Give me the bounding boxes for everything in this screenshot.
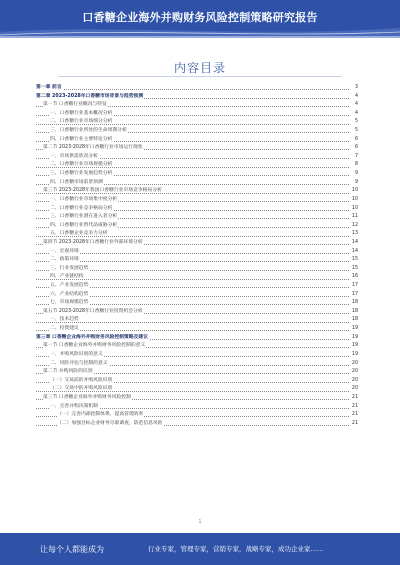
toc-entry-label: 第一节 口香糖行业概况与特征 [43, 102, 107, 108]
toc-entry-label: 第四节 2023-2028年口香糖行业外部环境分析 [43, 239, 143, 245]
page-number: 1 [198, 519, 202, 525]
toc-entry[interactable] [36, 308, 358, 317]
toc-entry-label: 七、市场规模趋势 [50, 300, 89, 306]
toc-entry[interactable] [36, 144, 358, 153]
toc-entry[interactable] [36, 368, 358, 377]
toc-entry-label: 第二节 并购风险的识别 [43, 369, 93, 375]
toc-entry-label: 四、口香糖行业主要特征分析 [50, 136, 113, 142]
toc-leader-dots [36, 330, 349, 331]
toc-entry-page: 20 [351, 377, 358, 386]
toc-entry-page: 19 [351, 334, 358, 343]
toc-entry-page: 6 [354, 136, 358, 145]
toc-entry[interactable] [36, 385, 358, 394]
toc-entry-label: 第三节 口香糖企业海外并购财务风险控制 [43, 394, 131, 400]
toc-entry-page: 20 [351, 360, 358, 369]
toc-entry-label: 第三章 口香糖企业海外并购财务风险控制策略及建议 [36, 334, 149, 340]
toc-entry-page: 10 [351, 196, 358, 205]
toc-entry-page: 17 [351, 282, 358, 291]
toc-entry-label: 一、技术趋势 [50, 317, 79, 323]
toc-entry-label: 第一节 口香糖企业海外并购财务风险控制的意义 [43, 343, 146, 349]
toc-leader-dots [36, 253, 349, 254]
toc-entry[interactable] [36, 179, 358, 188]
toc-entry-label: 一、市场供需状况分析 [50, 153, 98, 159]
toc-entry[interactable] [36, 205, 358, 214]
toc-entry[interactable] [36, 196, 358, 205]
toc-entry[interactable] [36, 377, 358, 386]
toc-entry-page: 21 [351, 411, 358, 420]
toc-entry-label: 二、口香糖行业市场规模分析 [50, 162, 113, 168]
toc-entry[interactable] [36, 136, 358, 145]
toc-entry-page: 4 [354, 101, 358, 110]
toc-entry[interactable] [36, 213, 358, 222]
toc-entry-page: 10 [351, 187, 358, 196]
toc-entry-page: 18 [351, 308, 358, 317]
toc-entry-label: 第二节 2023-2028年口香糖行业市场运行现状 [43, 145, 143, 151]
toc-entry[interactable] [36, 316, 358, 325]
toc-entry[interactable] [36, 101, 358, 110]
toc-entry-page: 15 [351, 256, 358, 265]
toc-entry[interactable] [36, 84, 358, 93]
footer-subtitle: 行业专家，管理专家，营销专家，战略专家，成功企业家…… [148, 545, 324, 553]
toc-entry-page: 7 [354, 153, 358, 162]
toc-entry-label: 一、口香糖行业基本概况分析 [50, 110, 113, 116]
toc-entry[interactable] [36, 273, 358, 282]
toc-entry[interactable] [36, 282, 358, 291]
toc-entry-page: 17 [351, 291, 358, 300]
toc-entry[interactable] [36, 360, 358, 369]
toc-entry-page: 9 [354, 170, 358, 179]
toc-entry-page: 19 [351, 325, 358, 334]
toc-entry-page: 4 [354, 110, 358, 119]
toc-entry-page: 14 [351, 248, 358, 257]
toc-entry[interactable] [36, 93, 358, 102]
toc-entry-page: 20 [351, 368, 358, 377]
toc-entry-label: 五、口香糖企业竞争力分析 [50, 231, 108, 237]
toc-entry-page: 19 [351, 351, 358, 360]
toc-entry-label: 第一章 前言 [36, 85, 62, 90]
toc-entry-label: 一、宏观环境 [50, 248, 79, 254]
toc-entry-page: 12 [351, 222, 358, 231]
toc-entry-page: 18 [351, 316, 358, 325]
toc-entry[interactable] [36, 222, 358, 231]
toc-entry[interactable] [36, 248, 358, 257]
toc-entry[interactable] [36, 170, 358, 179]
toc-heading-divider [58, 76, 342, 77]
toc-entry-page: 5 [354, 118, 358, 127]
toc-leader-dots [36, 89, 349, 90]
toc-entry-label: 五、产业发展趋势 [50, 283, 89, 289]
toc-entry-page: 6 [354, 144, 358, 153]
toc-entry-label: （二）加强目标企业财务尽职调查，防范信息风险 [57, 420, 163, 426]
header-swoosh-decoration [0, 24, 400, 38]
report-title: 口香糖企业海外并购财务风险控制策略研究报告 [82, 11, 318, 24]
toc-entry[interactable] [36, 342, 358, 351]
toc-entry[interactable] [36, 161, 358, 170]
toc-entry-label: 第五节 2023-2028年口香糖行业投资机会分析 [43, 308, 143, 314]
toc-entry-label: 三、口香糖行业所处的生命周期分析 [50, 128, 127, 134]
toc-entry-page: 9 [354, 179, 358, 188]
toc-entry-label: 六、产业结构趋势 [50, 291, 89, 297]
toc-entry[interactable] [36, 127, 358, 136]
header-banner [0, 0, 400, 36]
toc-entry[interactable] [36, 230, 358, 239]
toc-entry-label: 二、政策环境 [50, 257, 79, 263]
toc-entry-label: 四、口香糖市场前景预测 [50, 179, 103, 185]
toc-entry-label: 第三节 2023-2028年我国口香糖行业市场竞争格局分析 [43, 188, 162, 194]
toc-entry[interactable] [36, 411, 358, 420]
toc-entry-page: 20 [351, 385, 358, 394]
toc-entry-label: 一、完善并购决策机制 [50, 403, 98, 409]
toc-entry-page: 10 [351, 205, 358, 214]
toc-entry-page: 21 [351, 420, 358, 429]
toc-leader-dots [36, 261, 349, 262]
toc-entry[interactable] [36, 256, 358, 265]
toc-entry-label: 四、产业链结构 [50, 274, 84, 280]
toc-entry[interactable] [36, 291, 358, 300]
footer-banner [0, 533, 400, 565]
toc-entry-page: 11 [351, 213, 358, 222]
toc-entry[interactable] [36, 265, 358, 274]
toc-entry-page: 21 [351, 394, 358, 403]
toc-entry-label: 二、风险评估与控制的意义 [50, 360, 108, 366]
toc-entry[interactable] [36, 420, 358, 429]
toc-entry-label: 二、投资建议 [50, 326, 79, 332]
toc-entry[interactable] [36, 325, 358, 334]
toc-entry[interactable] [36, 334, 358, 343]
toc-entry-label: 二、口香糖行业竞争格局分析 [50, 205, 113, 211]
table-of-contents [36, 84, 358, 428]
toc-entry[interactable] [36, 299, 358, 308]
toc-entry-page: 21 [351, 403, 358, 412]
toc-entry-label: 三、口香糖行业发展趋势分析 [50, 171, 113, 177]
toc-entry-label: 三、口香糖行业潜在进入者分析 [50, 214, 118, 220]
toc-entry[interactable] [36, 153, 358, 162]
toc-leader-dots [36, 322, 349, 323]
toc-entry[interactable] [36, 394, 358, 403]
toc-entry-page: 5 [354, 127, 358, 136]
toc-entry-page: 13 [351, 230, 358, 239]
toc-entry-label: 二、口香糖行业市场细分分析 [50, 119, 113, 125]
footer-slogan: 让每个人都能成为 [40, 545, 104, 554]
toc-entry-page: 16 [351, 273, 358, 282]
toc-entry-page: 14 [351, 239, 358, 248]
toc-entry-page: 8 [354, 161, 358, 170]
toc-entry-label: 三、行业发展趋势 [50, 265, 89, 271]
toc-entry-page: 4 [354, 93, 358, 102]
toc-entry-label: 第二章 2023-2028年口香糖市场背景与趋势预测 [36, 93, 144, 99]
toc-entry-label: （一）交易前的并购风险识别 [50, 377, 113, 383]
toc-entry[interactable] [36, 110, 358, 119]
toc-entry-label: 四、口香糖行业替代品威胁分析 [50, 222, 118, 228]
toc-entry[interactable] [36, 351, 358, 360]
toc-entry[interactable] [36, 118, 358, 127]
toc-entry-page: 18 [351, 299, 358, 308]
toc-entry-label: （一）完善内部控制体系，提高管理效率 [57, 412, 144, 418]
toc-entry[interactable] [36, 239, 358, 248]
toc-heading: 内容目录 [173, 61, 226, 75]
toc-entry-page: 15 [351, 265, 358, 274]
toc-entry-page: 19 [351, 342, 358, 351]
toc-entry[interactable] [36, 187, 358, 196]
toc-entry-label: 一、并购风险识别的意义 [50, 351, 103, 357]
toc-entry-label: 一、口香糖行业市场集中度分析 [50, 196, 118, 202]
toc-entry-page: 3 [354, 84, 358, 93]
toc-entry-label: （二）交易中的并购风险识别 [50, 386, 113, 392]
toc-entry[interactable] [36, 403, 358, 412]
